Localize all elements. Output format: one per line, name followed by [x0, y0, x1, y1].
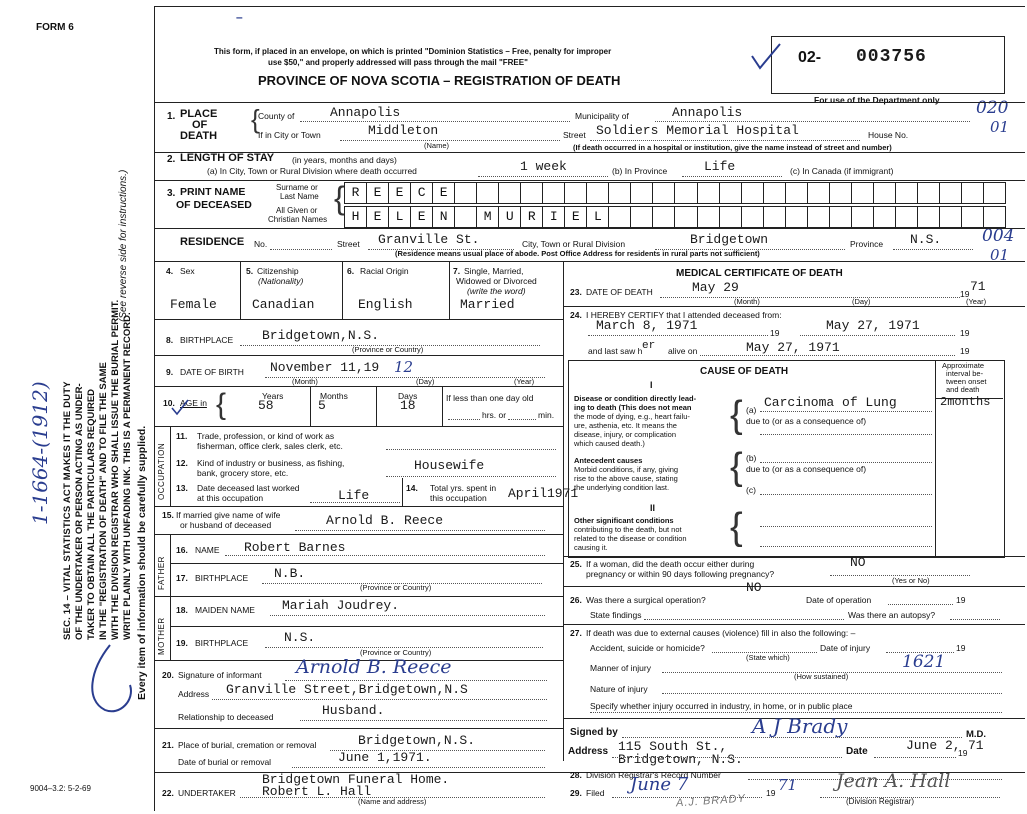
- name-char-box: E: [411, 207, 433, 227]
- name-char-box: [764, 207, 786, 227]
- burial-date-value: June 1,1971.: [338, 750, 432, 765]
- form-label: FORM 6: [36, 22, 74, 33]
- filed-date-value: June 7: [630, 774, 689, 795]
- physician-address-2: Bridgetown, N.S.: [618, 752, 743, 767]
- undertaker-line-2: Robert L. Hall: [262, 784, 372, 799]
- registration-number-box: [771, 36, 1005, 94]
- name-char-box: [565, 183, 587, 203]
- name-char-box: [896, 207, 918, 227]
- name-char-box: [521, 183, 543, 203]
- spouse-name-value: Arnold B. Reece: [326, 513, 444, 528]
- name-char-box: [720, 183, 742, 203]
- name-char-box: N: [433, 207, 455, 227]
- name-char-box: [808, 207, 830, 227]
- name-char-box: [455, 183, 477, 203]
- undertaker-line-1: Bridgetown Funeral Home.: [262, 772, 450, 787]
- death-year-value: 71: [970, 279, 986, 294]
- reg-prefix: 02-: [798, 49, 822, 66]
- name-char-box: [543, 183, 565, 203]
- name-char-box: [852, 183, 874, 203]
- name-char-box: [609, 207, 631, 227]
- name-char-box: [830, 183, 852, 203]
- statute-line-5: WITH THE DIVISION REGISTRAR WHO SHALL ISSUE THE BURIAL PERMIT.: [110, 299, 121, 640]
- statute-line-1: SEC. 14 – VITAL STATISTICS ACT MAKES IT THE DUTY: [62, 381, 73, 640]
- mother-side-label: MOTHER: [157, 617, 166, 655]
- name-char-box: L: [587, 207, 609, 227]
- name-char-box: [962, 207, 984, 227]
- stay-city-value: 1 week: [520, 159, 567, 174]
- age-months-value: 5: [318, 398, 326, 413]
- name-char-box: E: [367, 183, 389, 203]
- surgery-value: NO: [746, 580, 762, 595]
- father-birthplace-value: N.B.: [274, 566, 306, 581]
- date-of-birth-value: November 11,19: [270, 360, 380, 375]
- name-char-box: [918, 207, 940, 227]
- dept-code-2: 01: [990, 118, 1010, 136]
- name-char-box: [962, 183, 984, 203]
- statute-line-4: IN THE "REGISTRATION OF DEATH" AND TO FILE THE SAME: [98, 362, 109, 640]
- dept-use: For use of the Department only: [814, 95, 940, 105]
- name-char-box: [918, 183, 940, 203]
- given-name-boxes: [344, 206, 1006, 228]
- name-char-box: C: [411, 183, 433, 203]
- surname-boxes: [344, 182, 1006, 204]
- name-char-box: [675, 183, 697, 203]
- name-char-box: [874, 207, 896, 227]
- father-side-label: FATHER: [157, 556, 166, 590]
- certificate-year-value: 71: [968, 738, 984, 753]
- municipality-value: Annapolis: [672, 105, 743, 120]
- occupation-side-label: OCCUPATION: [157, 442, 166, 500]
- top-notice-2: use $50," and properly addressed will pass through the mail "FREE": [268, 58, 528, 67]
- pregnancy-value: NO: [850, 555, 866, 570]
- name-char-box: L: [389, 207, 411, 227]
- name-char-box: [984, 183, 1005, 203]
- burial-place-value: Bridgetown,N.S.: [358, 733, 476, 748]
- dept-code-1: 020: [976, 98, 1009, 118]
- industry-value: Housewife: [414, 458, 485, 473]
- name-char-box: R: [345, 183, 367, 203]
- sex-value: Female: [170, 297, 217, 312]
- age-days-value: 18: [400, 398, 416, 413]
- residence-province-value: N.S.: [910, 232, 942, 247]
- cause-a-interval-value: 2months: [940, 395, 991, 409]
- name-char-box: [742, 207, 764, 227]
- dept-code-3: 004: [982, 226, 1015, 246]
- name-char-box: E: [565, 207, 587, 227]
- name-char-box: [764, 183, 786, 203]
- name-char-box: U: [499, 207, 521, 227]
- name-char-box: [720, 207, 742, 227]
- name-char-box: [742, 183, 764, 203]
- attended-from-value: March 8, 1971: [596, 318, 698, 333]
- birthplace-value: Bridgetown,N.S.: [262, 328, 380, 343]
- marital-status-value: Married: [460, 297, 515, 312]
- informant-signature: Arnold B. Reece: [296, 656, 452, 678]
- name-char-box: [830, 207, 852, 227]
- mother-birthplace-value: N.S.: [284, 630, 316, 645]
- age-check-mark: [170, 398, 190, 418]
- date-of-death-value: May 29: [692, 280, 739, 295]
- name-char-box: [455, 207, 477, 227]
- physician-address-1: 115 South St.,: [618, 739, 728, 754]
- racial-origin-value: English: [358, 297, 413, 312]
- name-char-box: [631, 207, 653, 227]
- father-name-value: Robert Barnes: [244, 540, 346, 555]
- registrar-signature: Jean A. Hall: [836, 770, 951, 792]
- margin-handwriting: 1-1664-(1912): [28, 381, 52, 525]
- name-char-box: [940, 183, 962, 203]
- statute-line-2: OF THE UNDERTAKER OR PERSON ACTING AS UNDER-: [74, 383, 85, 640]
- name-char-box: [609, 183, 631, 203]
- city-value: Middleton: [368, 123, 439, 138]
- reg-number: 003756: [856, 47, 927, 67]
- name-char-box: M: [477, 207, 499, 227]
- cause-a-value: Carcinoma of Lung: [764, 395, 897, 410]
- years-in-occupation-value: April1971: [508, 486, 579, 501]
- residence-street-value: Granville St.: [378, 232, 480, 247]
- name-char-box: R: [521, 207, 543, 227]
- name-char-box: [631, 183, 653, 203]
- physician-signature: A J Brady: [752, 714, 848, 738]
- birth-year-hand: 12: [394, 358, 414, 376]
- citizenship-value: Canadian: [252, 297, 315, 312]
- name-char-box: [499, 183, 521, 203]
- name-char-box: [698, 183, 720, 203]
- name-char-box: [698, 207, 720, 227]
- last-seen-alive-value: May 27, 1971: [746, 340, 840, 355]
- careful-note: Every item of information should be carefully supplied.: [136, 425, 148, 700]
- age-years-value: 58: [258, 398, 274, 413]
- name-char-box: I: [543, 207, 565, 227]
- name-char-box: [984, 207, 1005, 227]
- residence-city-value: Bridgetown: [690, 232, 769, 247]
- relationship-value: Husband.: [322, 703, 385, 718]
- name-char-box: [653, 183, 675, 203]
- statute-line-6: WRITE PLAINLY WITH UNFADING INK. THIS IS A PERMANENT RECORD.: [122, 312, 133, 640]
- form-code: 9004–3.2: 5-2-69: [30, 784, 91, 793]
- check-mark: [748, 42, 784, 72]
- name-char-box: E: [367, 207, 389, 227]
- name-char-box: [587, 183, 609, 203]
- name-char-box: [896, 183, 918, 203]
- certificate-date-value: June 2,: [906, 738, 961, 753]
- name-char-box: E: [389, 183, 411, 203]
- name-char-box: [786, 183, 808, 203]
- name-char-box: [852, 207, 874, 227]
- med-title: MEDICAL CERTIFICATE OF DEATH: [676, 268, 843, 279]
- informant-address-value: Granville Street,Bridgetown,N.S: [226, 682, 468, 697]
- reverse-note: (See reverse side for instructions.): [118, 169, 129, 322]
- handwritten-code: 1621: [902, 652, 946, 672]
- place-street-value: Soldiers Memorial Hospital: [596, 123, 799, 138]
- name-char-box: [940, 207, 962, 227]
- attended-to-value: May 27, 1971: [826, 318, 920, 333]
- last-worked-value: Life: [338, 488, 370, 503]
- dept-code-4: 01: [990, 246, 1010, 264]
- name-char-box: [675, 207, 697, 227]
- margin-scribble: [80, 640, 140, 720]
- stay-province-value: Life: [704, 159, 736, 174]
- name-char-box: E: [433, 183, 455, 203]
- form-title: PROVINCE OF NOVA SCOTIA – REGISTRATION OF DEATH: [258, 73, 621, 88]
- statute-line-3: TAKER TO OBTAIN ALL THE PARTICULARS REQUIRED: [86, 388, 97, 640]
- physician-stamp: A.J. BRADY: [675, 792, 747, 810]
- name-char-box: [477, 183, 499, 203]
- name-char-box: [874, 183, 896, 203]
- name-char-box: [808, 183, 830, 203]
- name-char-box: [653, 207, 675, 227]
- name-char-box: H: [345, 207, 367, 227]
- top-notice-1: This form, if placed in an envelope, on which is printed "Dominion Statistics – Free, penalty for improper: [214, 47, 612, 56]
- county-value: Annapolis: [330, 105, 401, 120]
- filed-year-value: 71: [778, 776, 798, 794]
- mother-maiden-name-value: Mariah Joudrey.: [282, 598, 400, 613]
- name-char-box: [786, 207, 808, 227]
